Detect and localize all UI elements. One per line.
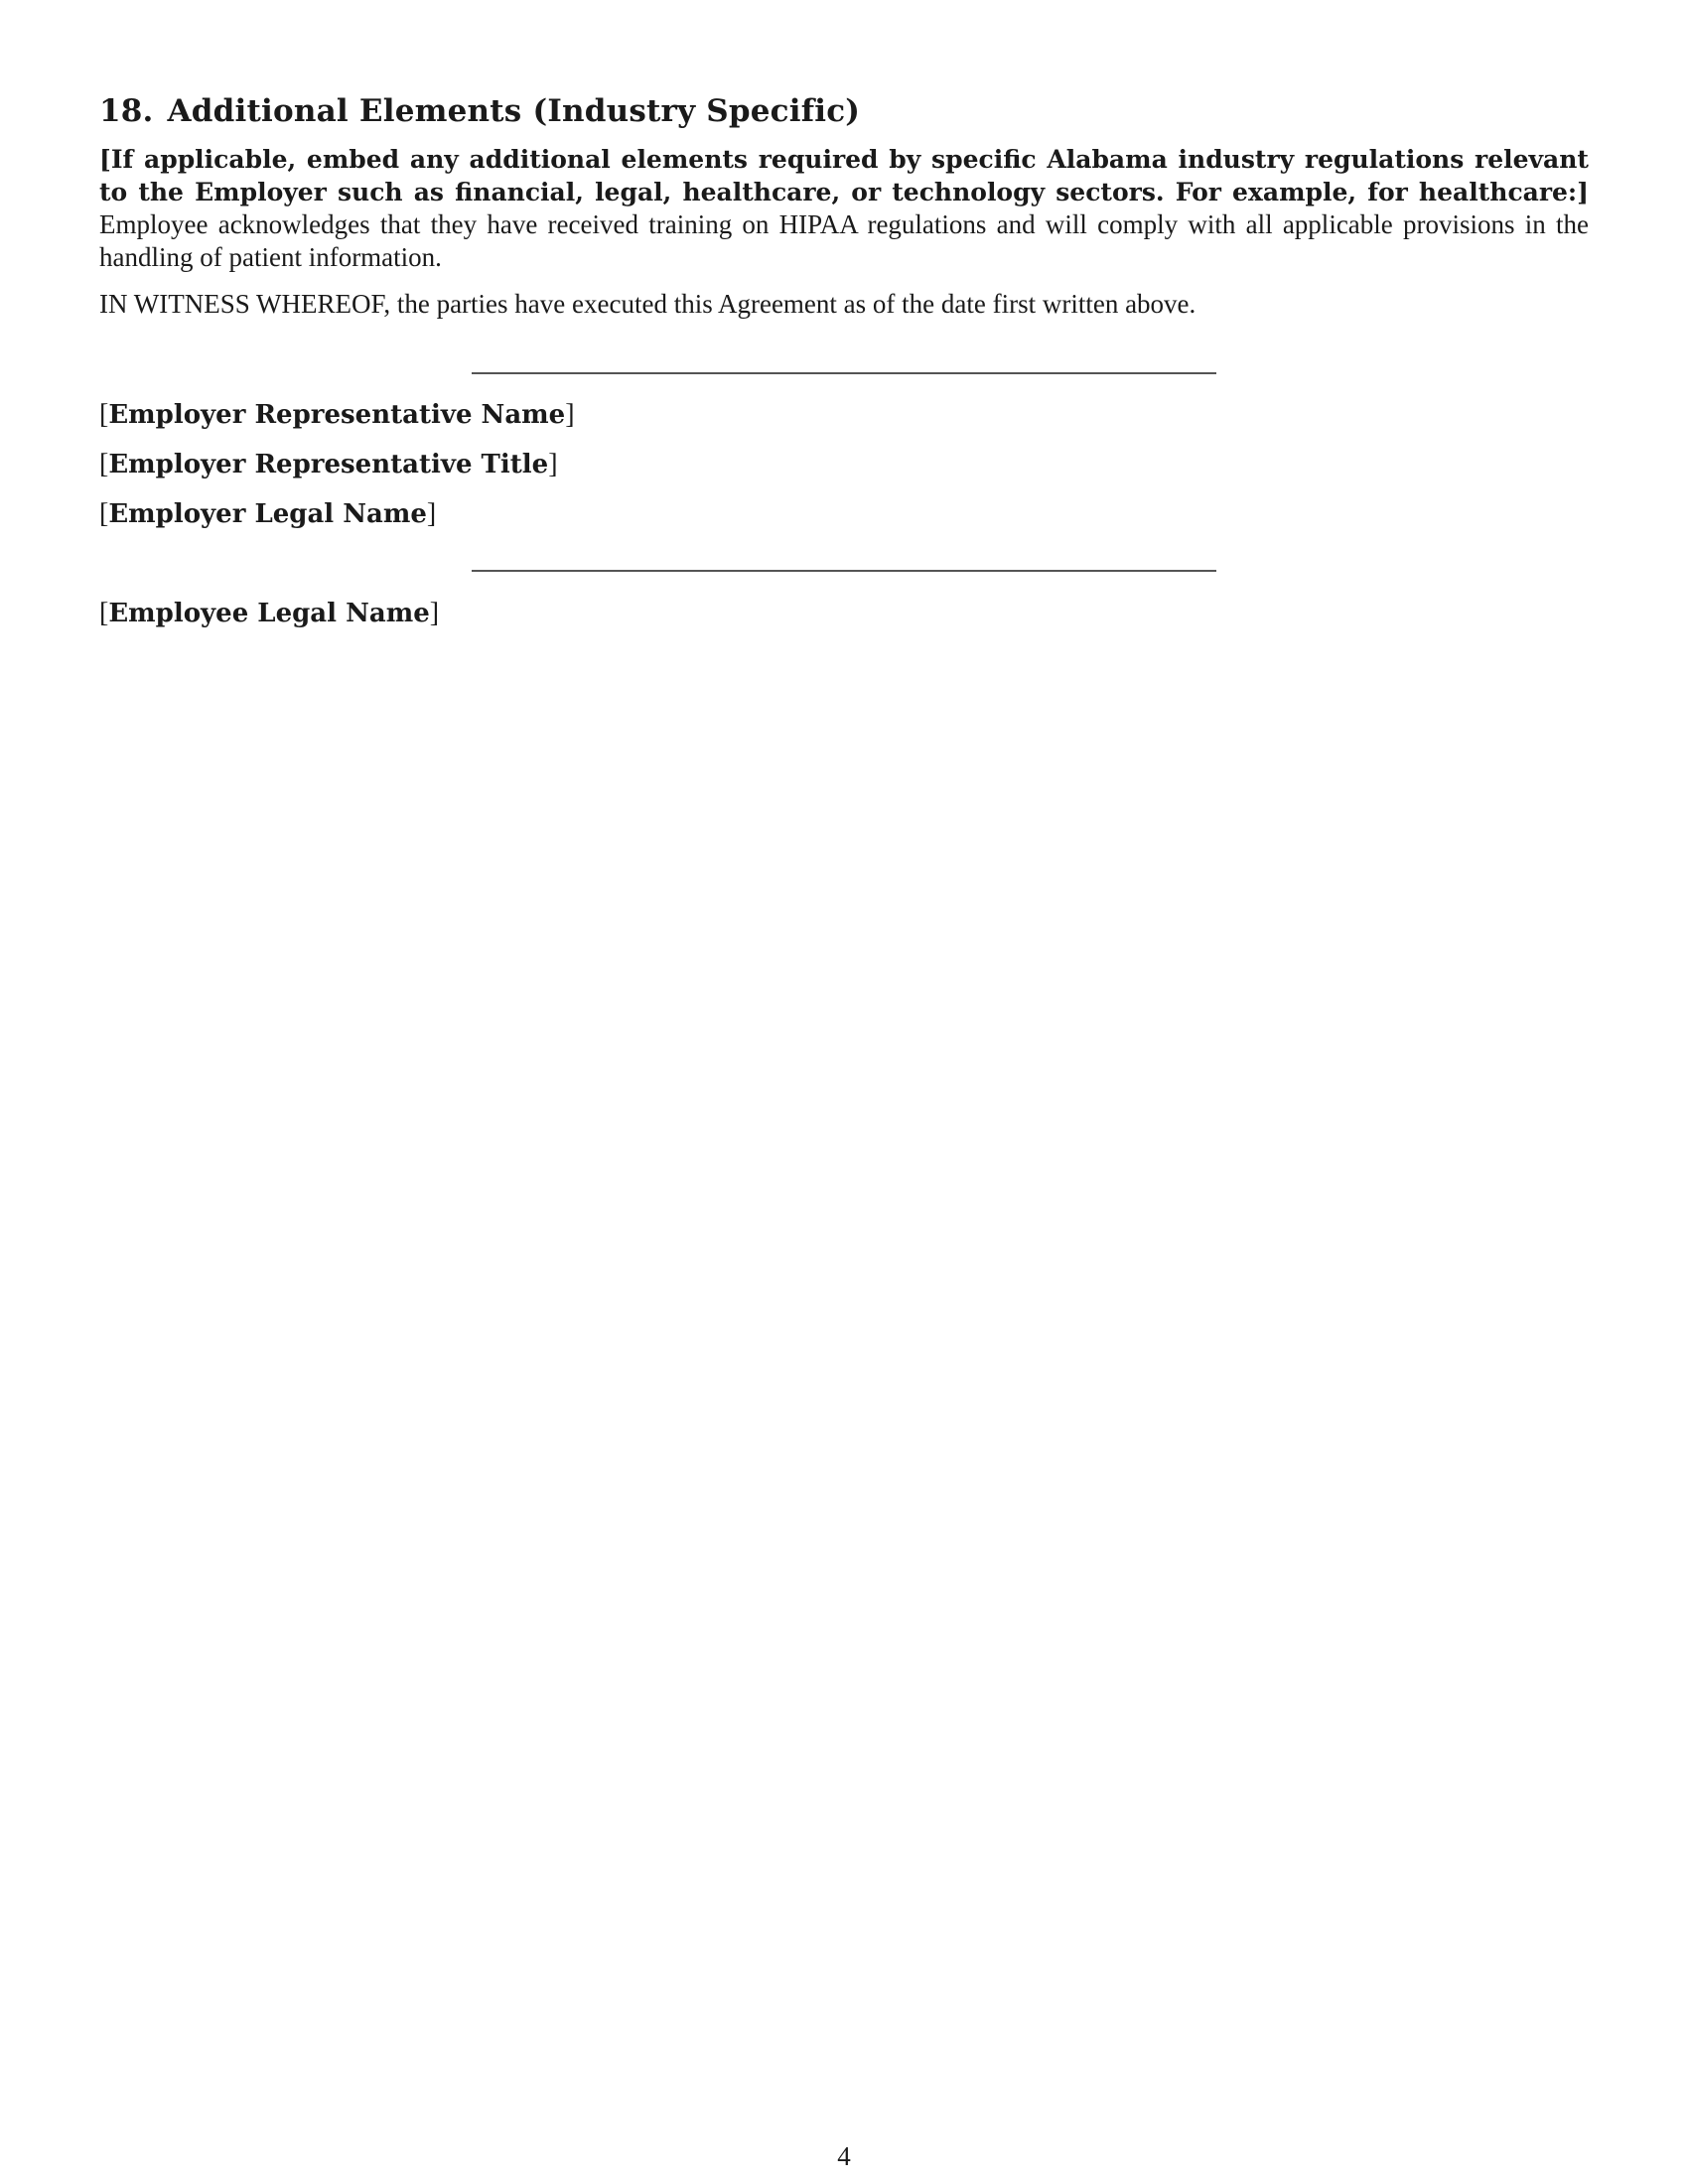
- employer-signature-line: [472, 372, 1216, 374]
- bracket-open: [: [99, 399, 109, 430]
- bracket-close: ]: [426, 498, 437, 529]
- witness-clause: IN WITNESS WHEREOF, the parties have executed this Agreement as of the date first written above.: [99, 289, 1196, 319]
- document-content: [99, 91, 1589, 321]
- page-number: 4: [837, 2141, 851, 2171]
- employee-signature-line: [472, 570, 1216, 572]
- section-title: Additional Elements (Industry Specific): [167, 93, 861, 129]
- section-heading: [99, 91, 1589, 131]
- paragraph-body: Employee acknowledges that they have received training on HIPAA regulations and will comply with all applicable provisions in the handling of patient information.: [99, 209, 1589, 272]
- section-number: 18.: [99, 93, 154, 129]
- employee-legal-name-field: [99, 597, 439, 630]
- instruction-text: [If applicable, embed any additional elements required by specific Alabama industry regulations relevant to the Employer such as financial, legal, healthcare, or technology sectors. For example, for healthcare:]: [99, 145, 1589, 206]
- employer-rep-name-field: [99, 398, 575, 432]
- bracket-open: [: [99, 449, 109, 479]
- employer-legal-name-label: Employer Legal Name: [108, 499, 427, 529]
- employer-legal-name-field: [99, 497, 436, 531]
- bracket-close: ]: [548, 449, 558, 479]
- industry-specific-paragraph: [99, 143, 1589, 274]
- employee-legal-name-label: Employee Legal Name: [108, 599, 430, 628]
- bracket-open: [: [99, 598, 109, 628]
- bracket-open: [: [99, 498, 109, 529]
- employer-rep-title-field: [99, 448, 558, 481]
- employer-rep-title-label: Employer Representative Title: [108, 450, 549, 479]
- bracket-close: ]: [565, 399, 575, 430]
- bracket-close: ]: [429, 598, 440, 628]
- employer-rep-name-label: Employer Representative Name: [108, 400, 566, 430]
